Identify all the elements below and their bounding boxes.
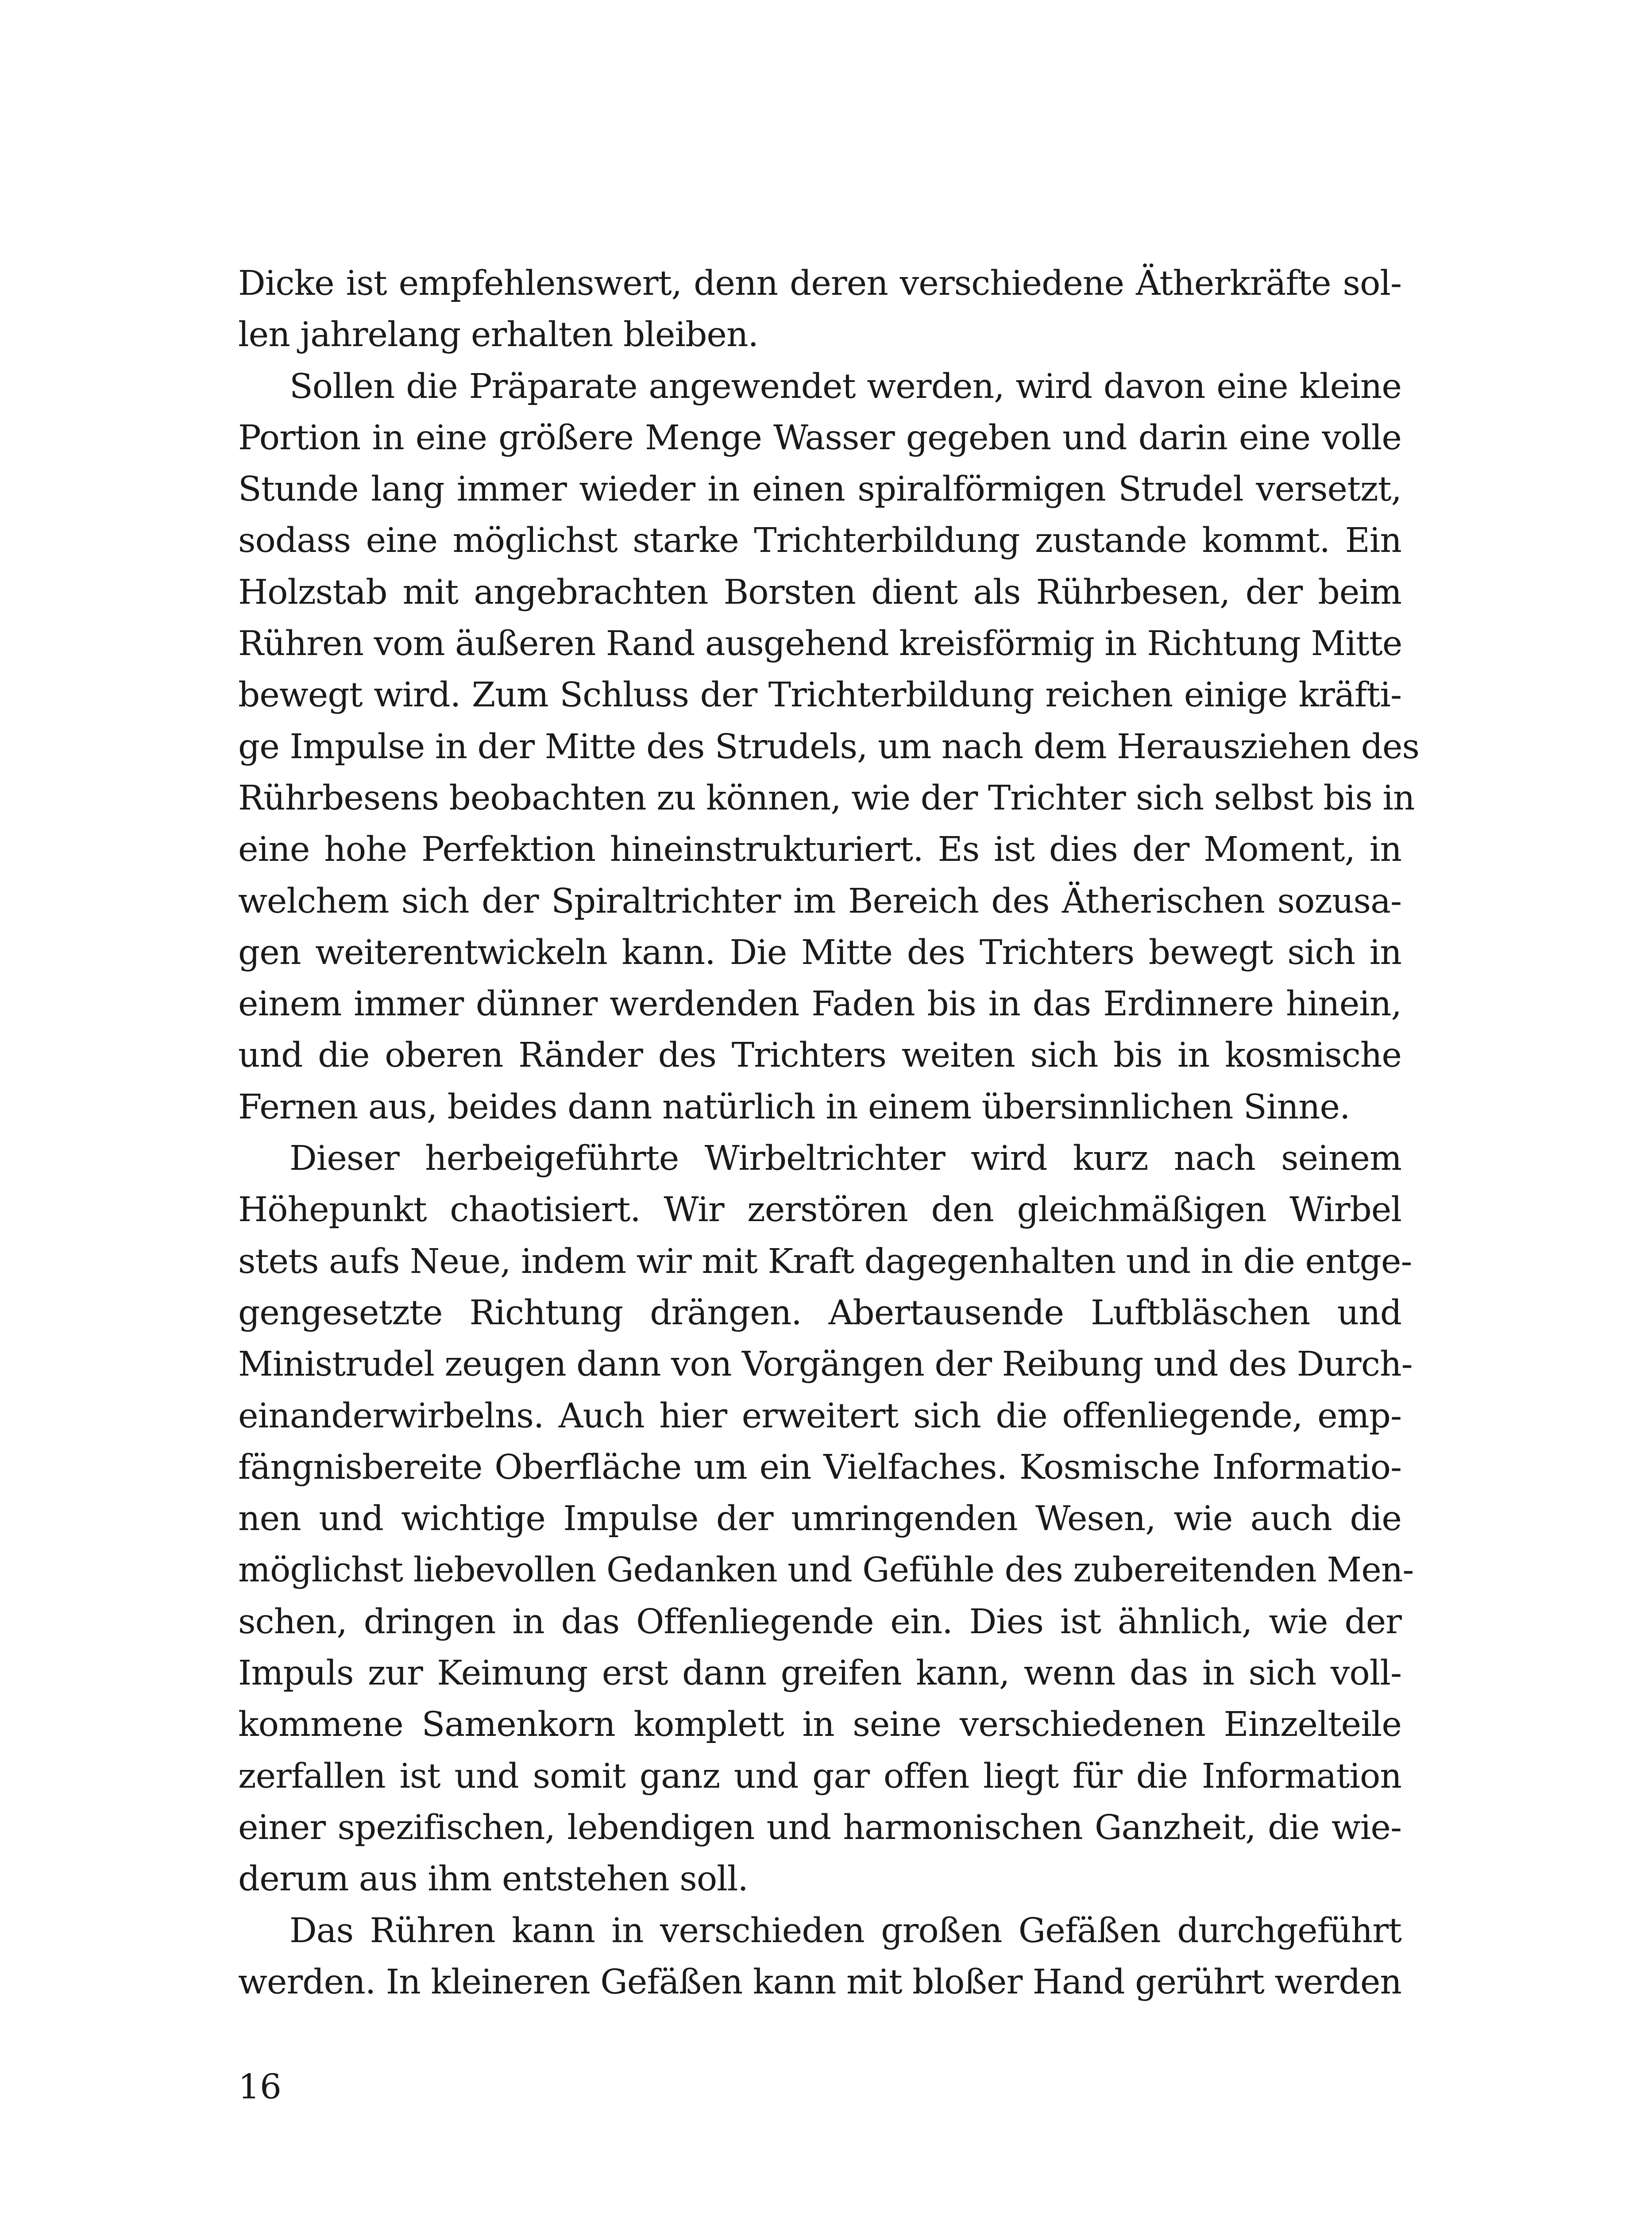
text-line: werden. In kleineren Gefäßen kann mit bloßer Hand gerührt werden (238, 1962, 1401, 2002)
text-line: einanderwirbelns. Auch hier erweitert sich die offenliegende, emp- (238, 1396, 1401, 1436)
text-line: Holzstab mit angebrachten Borsten dient als Rührbesen, der beim (238, 572, 1401, 612)
body-text (238, 258, 1419, 2008)
text-line: gen weiterentwickeln kann. Die Mitte des Trichters bewegt sich in (238, 933, 1401, 972)
text-line: Sollen die Präparate angewendet werden, wird davon eine kleine (289, 366, 1401, 406)
text-line: Portion in eine größere Menge Wasser gegeben und darin eine volle (238, 418, 1401, 458)
text-line: einer spezifischen, lebendigen und harmonischen Ganzheit, die wie- (238, 1808, 1401, 1847)
text-line: len jahrelang erhalten bleiben. (238, 315, 759, 355)
text-line: Rühren vom äußeren Rand ausgehend kreisförmig in Richtung Mitte (238, 624, 1402, 664)
text-line: Rührbesens beobachten zu können, wie der Trichter sich selbst bis in (238, 778, 1415, 818)
text-line: welchem sich der Spiraltrichter im Bereich des Ätherischen sozusa- (238, 881, 1401, 921)
text-line: derum aus ihm entstehen soll. (238, 1859, 748, 1899)
text-line: einem immer dünner werdenden Faden bis in das Erdinnere hinein, (238, 984, 1401, 1024)
text-line: Impuls zur Keimung erst dann greifen kann, wenn das in sich voll- (238, 1654, 1401, 1693)
page-number: 16 (238, 2067, 282, 2107)
text-line: eine hohe Perfektion hineinstrukturiert. Es ist dies der Moment, in (238, 830, 1401, 870)
text-line: schen, dringen in das Offenliegende ein. Dies ist ähnlich, wie der (238, 1602, 1401, 1642)
text-line: nen und wichtige Impulse der umringenden Wesen, wie auch die (238, 1499, 1401, 1539)
text-line: und die oberen Ränder des Trichters weiten sich bis in kosmische (238, 1036, 1401, 1076)
text-line: gengesetzte Richtung drängen. Abertausende Luftbläschen und (238, 1293, 1401, 1333)
text-line: bewegt wird. Zum Schluss der Trichterbildung reichen einige kräfti- (238, 675, 1401, 715)
text-line: Dieser herbeigeführte Wirbeltrichter wird kurz nach seinem (289, 1139, 1401, 1179)
text-line: fängnisbereite Oberfläche um ein Vielfaches. Kosmische Informatio- (238, 1447, 1401, 1487)
text-line: möglichst liebevollen Gedanken und Gefühle des zubereitenden Men- (238, 1550, 1414, 1590)
paragraph-4 (238, 1905, 1401, 2009)
text-line: sodass eine möglichst starke Trichterbildung zustande kommt. Ein (238, 521, 1401, 561)
text-line: Dicke ist empfehlenswert, denn deren verschiedene Ätherkräfte sol- (238, 264, 1401, 303)
paragraph-3 (238, 1133, 1414, 1905)
text-line: Stunde lang immer wieder in einen spiralförmigen Strudel versetzt, (238, 470, 1401, 509)
paragraph-2 (238, 361, 1419, 1133)
text-line: Fernen aus, beides dann natürlich in einem übersinnlichen Sinne. (238, 1087, 1350, 1127)
text-line: Das Rühren kann in verschieden großen Gefäßen durchgeführt (289, 1911, 1401, 1951)
text-line: ge Impulse in der Mitte des Strudels, um nach dem Herausziehen des (238, 727, 1419, 767)
paragraph-1 (238, 258, 1401, 361)
text-line: Ministrudel zeugen dann von Vorgängen der Reibung und des Durch- (238, 1345, 1413, 1384)
text-line: Höhepunkt chaotisiert. Wir zerstören den gleichmäßigen Wirbel (238, 1190, 1401, 1230)
text-line: zerfallen ist und somit ganz und gar offen liegt für die Information (238, 1756, 1401, 1796)
text-line: kommene Samenkorn komplett in seine verschiedenen Einzelteile (238, 1705, 1401, 1745)
text-line: stets aufs Neue, indem wir mit Kraft dagegenhalten und in die entge- (238, 1241, 1412, 1281)
